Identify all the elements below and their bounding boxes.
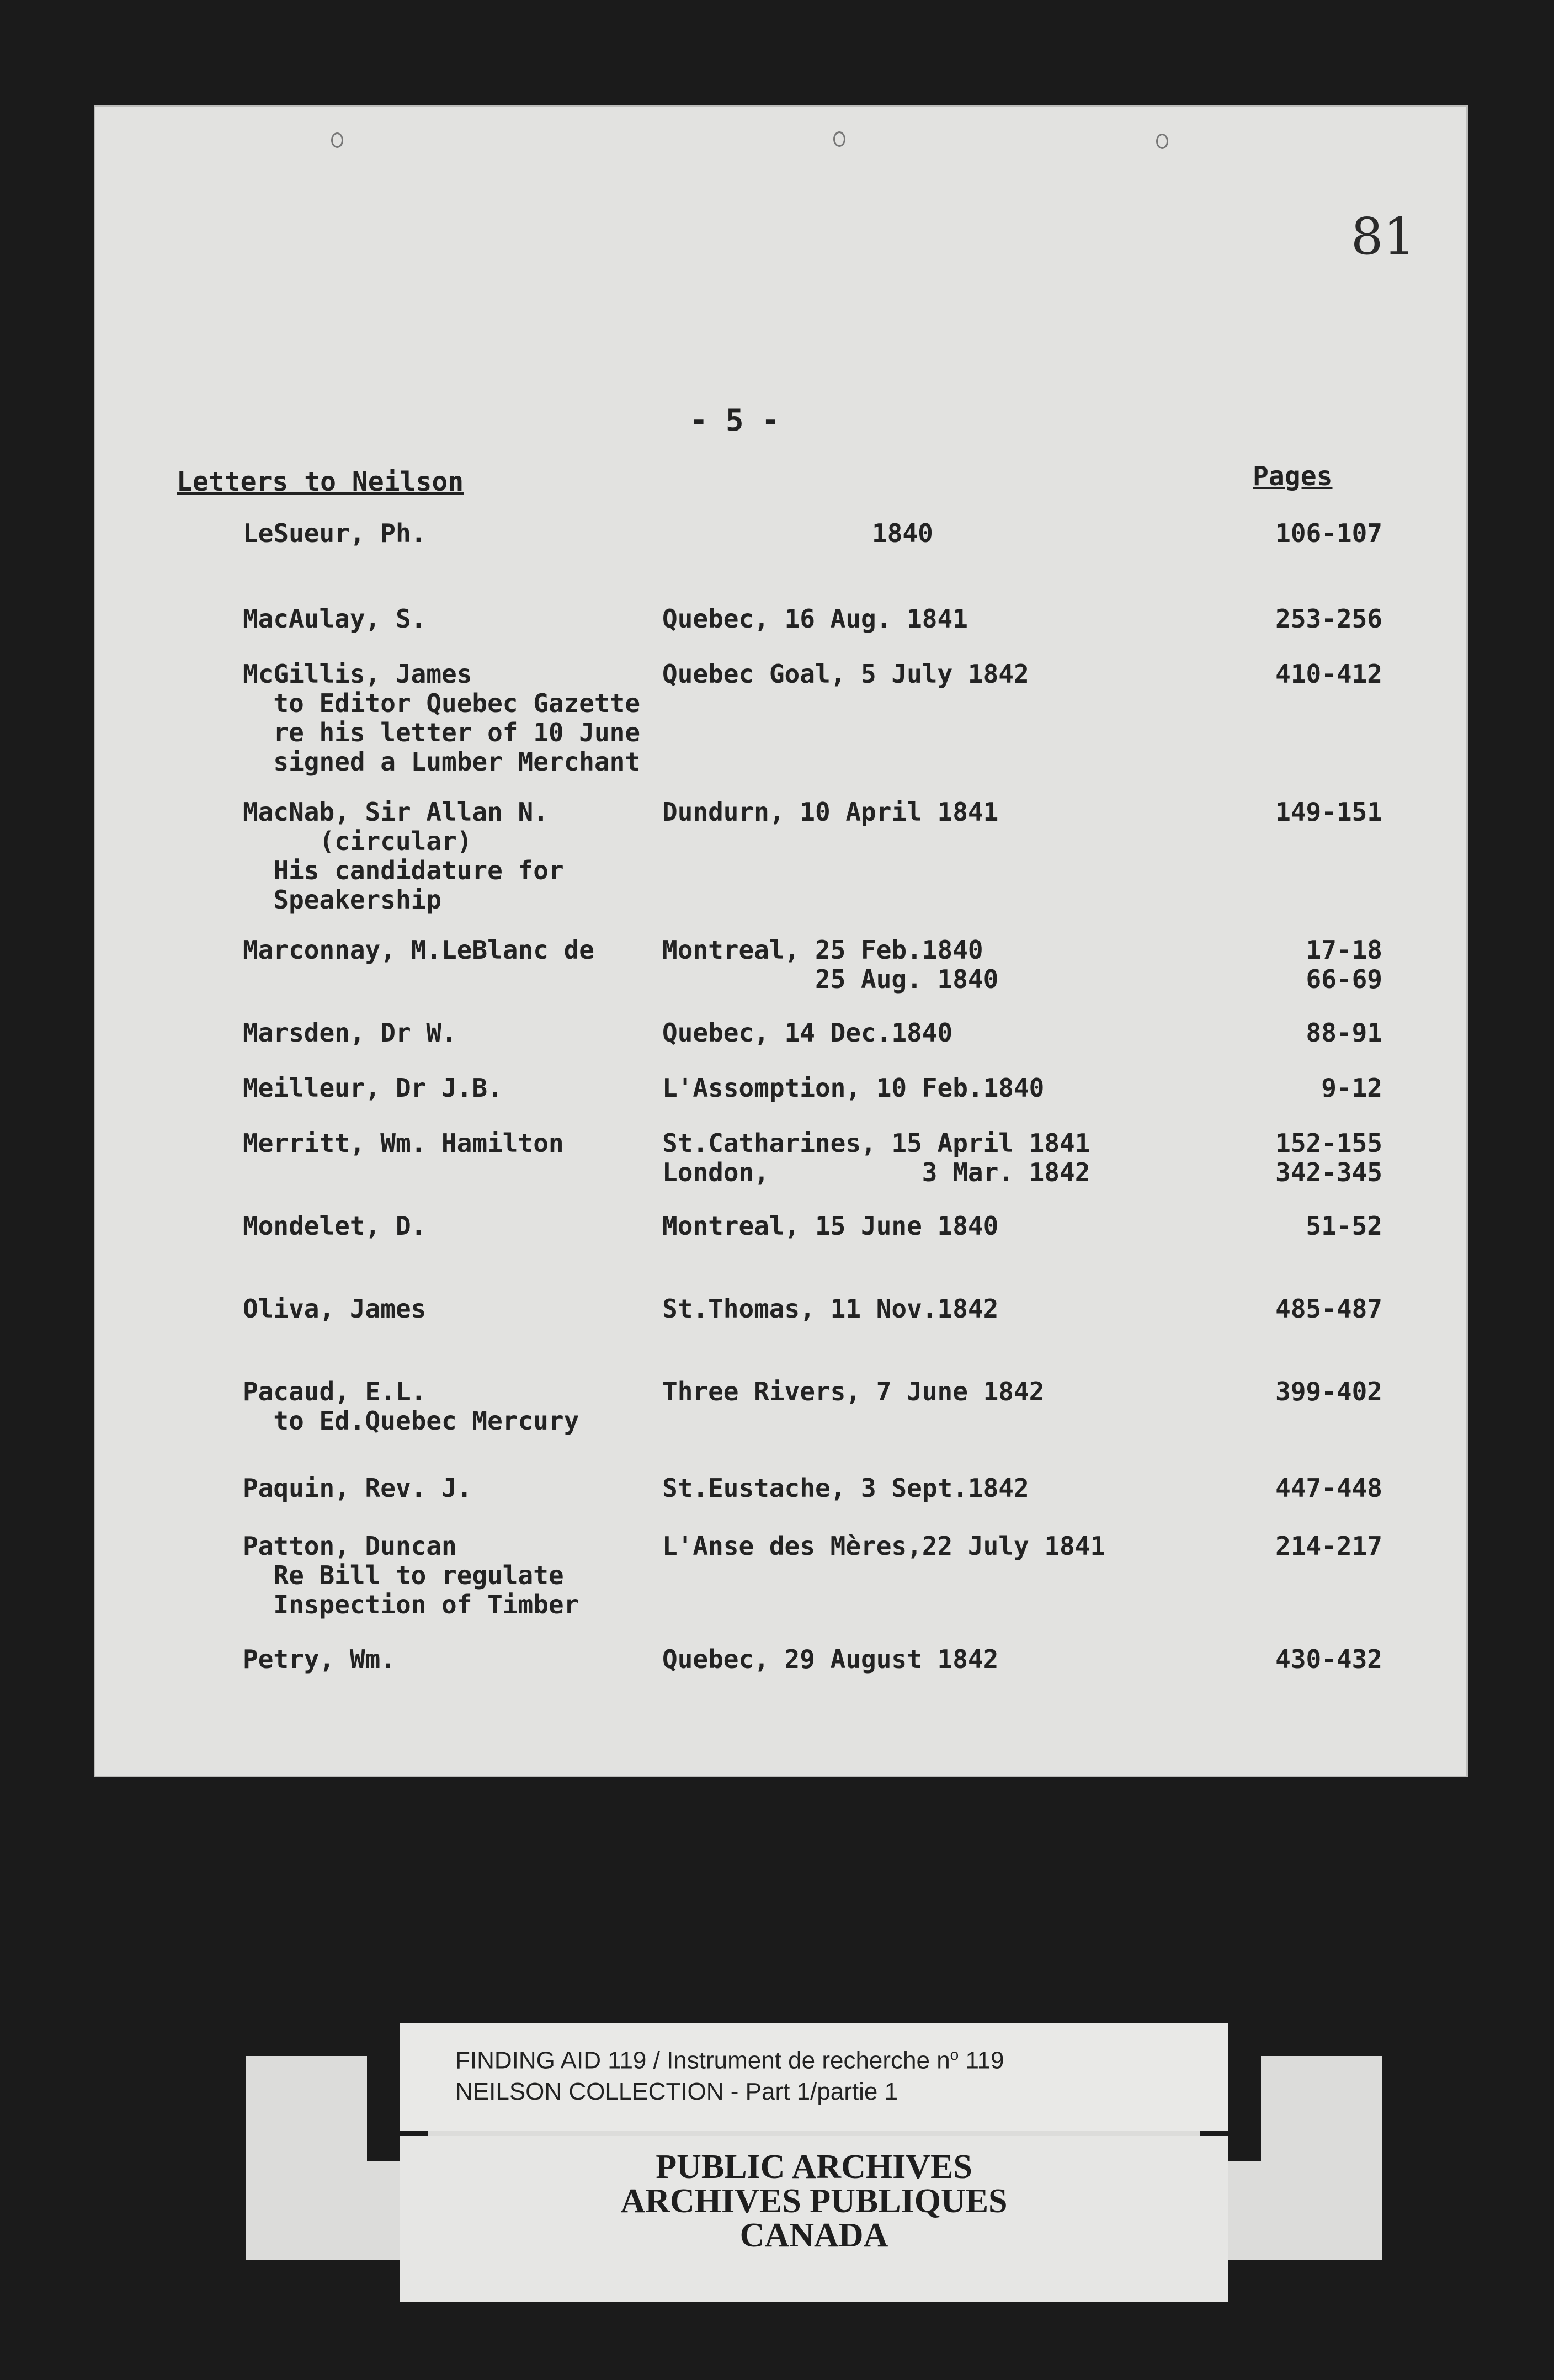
document-page — [94, 105, 1468, 1777]
punch-hole — [833, 131, 845, 147]
correspondent: Marconnay, M.LeBlanc de — [243, 935, 594, 965]
place-date: Montreal, 15 June 1840 — [662, 1211, 999, 1241]
finding-aid-label — [400, 2023, 1228, 2131]
pages-range: 399-402 — [1275, 1377, 1382, 1406]
pages-range: 17-18 66-69 — [1306, 935, 1382, 994]
stamp-line2: ARCHIVES PUBLIQUES — [620, 2182, 1008, 2220]
place-date: Quebec, 29 August 1842 — [662, 1644, 999, 1674]
finding-aid-line2: NEILSON COLLECTION - Part 1/partie 1 — [455, 2078, 898, 2105]
pages-range: 214-217 — [1275, 1531, 1382, 1561]
correspondent: LeSueur, Ph. — [243, 518, 427, 548]
place-date: Three Rivers, 7 June 1842 — [662, 1377, 1045, 1406]
stamp-line1: PUBLIC ARCHIVES — [656, 2148, 972, 2186]
correspondent: Patton, Duncan Re Bill to regulate Inspection of Timber — [243, 1531, 579, 1619]
place-date: Montreal, 25 Feb.1840 25 Aug. 1840 — [662, 935, 999, 994]
pages-range: 253-256 — [1275, 604, 1382, 634]
pages-column-heading: Pages — [1253, 461, 1333, 492]
place-date: St.Eustache, 3 Sept.1842 — [662, 1473, 1029, 1503]
correspondent: MacNab, Sir Allan N. (circular) His candidature for Speakership — [243, 797, 564, 915]
pages-range: 485-487 — [1275, 1294, 1382, 1324]
pages-range: 9-12 — [1321, 1073, 1382, 1103]
correspondent: Petry, Wm. — [243, 1644, 396, 1674]
folio-number: 81 — [1350, 207, 1415, 266]
pages-range: 88-91 — [1306, 1018, 1382, 1048]
place-date: L'Assomption, 10 Feb.1840 — [662, 1073, 1045, 1103]
pages-range: 410-412 — [1275, 659, 1382, 689]
archives-stamp — [400, 2136, 1228, 2302]
correspondent: MacAulay, S. — [243, 604, 427, 634]
correspondent: Mondelet, D. — [243, 1211, 427, 1241]
stamp-line3: CANADA — [739, 2217, 888, 2254]
finding-aid-line1: FINDING AID 119 / Instrument de recherche $n^o$ 119 — [455, 2046, 1004, 2074]
correspondent: Paquin, Rev. J. — [243, 1473, 472, 1503]
pages-range: 152-155 342-345 — [1275, 1128, 1382, 1187]
pages-range: 447-448 — [1275, 1473, 1382, 1503]
place-date: St.Catharines, 15 April 1841 London, 3 Mar. 1842 — [662, 1128, 1090, 1187]
punch-hole — [331, 132, 343, 148]
correspondent: Oliva, James — [243, 1294, 427, 1324]
correspondent: McGillis, James to Editor Quebec Gazette re his letter of 10 June signed a Lumber Merchant — [243, 659, 641, 777]
date: 1840 — [872, 518, 933, 548]
pages-range: 51-52 — [1306, 1211, 1382, 1241]
page-number: - 5 - — [690, 403, 780, 438]
place-date: Quebec Goal, 5 July 1842 — [662, 659, 1029, 689]
correspondent: Marsden, Dr W. — [243, 1018, 457, 1048]
place-date: St.Thomas, 11 Nov.1842 — [662, 1294, 999, 1324]
correspondent: Merritt, Wm. Hamilton — [243, 1128, 564, 1158]
correspondent: Meilleur, Dr J.B. — [243, 1073, 503, 1103]
place-date: L'Anse des Mères,22 July 1841 — [662, 1531, 1106, 1561]
pages-range: 430-432 — [1275, 1644, 1382, 1674]
section-heading: Letters to Neilson — [177, 466, 464, 497]
pages-range: 106-107 — [1275, 518, 1382, 548]
correspondent: Pacaud, E.L. to Ed.Quebec Mercury — [243, 1377, 579, 1436]
pages-range: 149-151 — [1275, 797, 1382, 827]
place-date: Quebec, 14 Dec.1840 — [662, 1018, 953, 1048]
punch-hole — [1156, 134, 1168, 149]
place-date: Quebec, 16 Aug. 1841 — [662, 604, 968, 634]
place-date: Dundurn, 10 April 1841 — [662, 797, 999, 827]
